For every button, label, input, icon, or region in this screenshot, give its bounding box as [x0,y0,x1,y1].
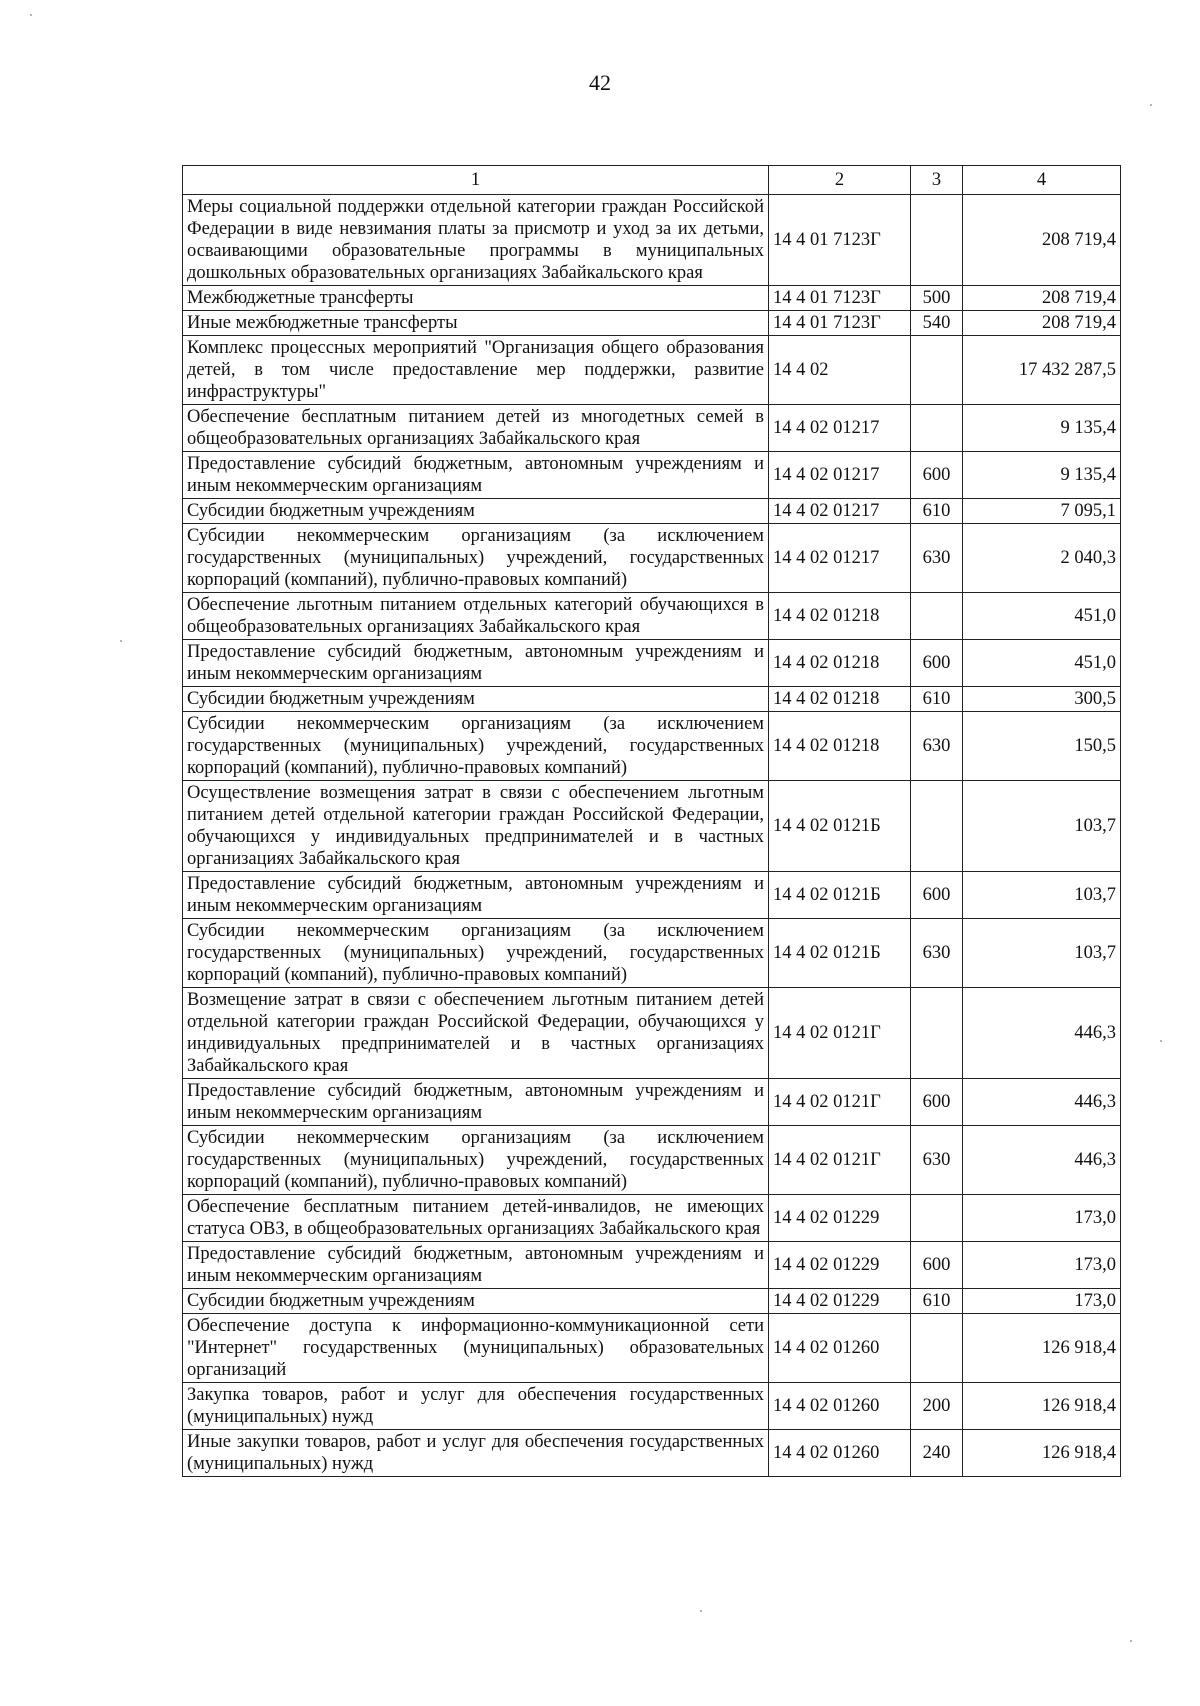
cell-name: Обеспечение льготным питанием отдельных категорий обучающихся в общеобразовательных организациях Забайкальского края [183,593,769,640]
cell-name: Обеспечение доступа к информационно-коммуникационной сети "Интернет" государственных (муниципальных) образовательных организаций [183,1314,769,1383]
cell-amount: 7 095,1 [963,499,1121,524]
table-row [183,499,1121,524]
cell-code: 14 4 02 01218 [769,593,911,640]
cell-expense-type [911,1314,963,1383]
table-row [183,1430,1121,1477]
table-row [183,687,1121,712]
cell-expense-type: 610 [911,1289,963,1314]
cell-amount: 446,3 [963,1079,1121,1126]
cell-expense-type: 600 [911,640,963,687]
cell-name: Комплекс процессных мероприятий "Организация общего образования детей, в том числе предоставление мер поддержки, развитие инфраструктуры" [183,336,769,405]
cell-expense-type: 600 [911,872,963,919]
cell-expense-type: 240 [911,1430,963,1477]
table-row [183,452,1121,499]
table-row [183,1289,1121,1314]
cell-expense-type [911,593,963,640]
cell-code: 14 4 02 01217 [769,499,911,524]
cell-name: Предоставление субсидий бюджетным, автономным учреждениям и иным некоммерческим организациям [183,872,769,919]
table-row [183,919,1121,988]
scan-speck [1160,1040,1162,1042]
table-row [183,1195,1121,1242]
cell-code: 14 4 02 01229 [769,1242,911,1289]
cell-amount: 126 918,4 [963,1383,1121,1430]
cell-name: Иные закупки товаров, работ и услуг для обеспечения государственных (муниципальных) нужд [183,1430,769,1477]
cell-expense-type [911,988,963,1079]
cell-amount: 103,7 [963,781,1121,872]
cell-name: Субсидии бюджетным учреждениям [183,687,769,712]
scan-speck [700,1610,702,1612]
table-row [183,1126,1121,1195]
cell-name: Субсидии некоммерческим организациям (за исключением государственных (муниципальных) учреждений, государственных корпораций (компаний), публично-правовых компаний) [183,524,769,593]
cell-code: 14 4 02 [769,336,911,405]
cell-amount: 103,7 [963,872,1121,919]
cell-expense-type [911,336,963,405]
scan-speck [1150,104,1152,106]
scan-speck [30,14,32,16]
cell-expense-type: 600 [911,452,963,499]
cell-code: 14 4 02 01218 [769,712,911,781]
cell-name: Возмещение затрат в связи с обеспечением льготным питанием детей отдельной категории граждан Российской Федерации, обучающихся у индивидуальных предпринимателей и в частных организациях Забайкальского края [183,988,769,1079]
table-row [183,712,1121,781]
table-row [183,311,1121,336]
cell-amount: 300,5 [963,687,1121,712]
cell-expense-type: 600 [911,1242,963,1289]
table-row [183,1314,1121,1383]
cell-name: Предоставление субсидий бюджетным, автономным учреждениям и иным некоммерческим организациям [183,640,769,687]
cell-amount: 451,0 [963,593,1121,640]
cell-code: 14 4 02 01260 [769,1314,911,1383]
cell-expense-type: 540 [911,311,963,336]
cell-name: Осуществление возмещения затрат в связи с обеспечением льготным питанием детей отдельной категории граждан Российской Федерации, обучающихся у индивидуальных предпринимателей и в частных организациях Забайкальского края [183,781,769,872]
cell-amount: 126 918,4 [963,1314,1121,1383]
header-col-2: 2 [769,166,911,195]
cell-amount: 208 719,4 [963,195,1121,286]
header-col-1: 1 [183,166,769,195]
cell-expense-type: 600 [911,1079,963,1126]
table-row [183,524,1121,593]
table-row [183,286,1121,311]
table-row [183,1383,1121,1430]
cell-expense-type: 630 [911,524,963,593]
cell-expense-type: 630 [911,1126,963,1195]
cell-name: Обеспечение бесплатным питанием детей из многодетных семей в общеобразовательных организациях Забайкальского края [183,405,769,452]
cell-expense-type: 630 [911,712,963,781]
cell-expense-type: 200 [911,1383,963,1430]
cell-code: 14 4 01 7123Г [769,286,911,311]
cell-name: Субсидии бюджетным учреждениям [183,499,769,524]
cell-code: 14 4 02 0121Б [769,781,911,872]
cell-name: Предоставление субсидий бюджетным, автономным учреждениям и иным некоммерческим организациям [183,452,769,499]
scan-speck [120,640,122,642]
cell-code: 14 4 02 0121Г [769,988,911,1079]
scan-speck [1130,1640,1132,1642]
cell-code: 14 4 02 0121Б [769,919,911,988]
page-number: 42 [589,70,611,95]
cell-name: Предоставление субсидий бюджетным, автономным учреждениям и иным некоммерческим организациям [183,1242,769,1289]
table-row [183,872,1121,919]
cell-code: 14 4 02 01218 [769,640,911,687]
cell-amount: 173,0 [963,1289,1121,1314]
cell-amount: 2 040,3 [963,524,1121,593]
cell-amount: 451,0 [963,640,1121,687]
table-body [183,195,1121,1477]
cell-amount: 17 432 287,5 [963,336,1121,405]
cell-name: Предоставление субсидий бюджетным, автономным учреждениям и иным некоммерческим организациям [183,1079,769,1126]
cell-code: 14 4 02 01260 [769,1383,911,1430]
cell-expense-type [911,1195,963,1242]
table-row [183,640,1121,687]
cell-code: 14 4 02 01218 [769,687,911,712]
cell-expense-type: 630 [911,919,963,988]
cell-code: 14 4 02 01217 [769,405,911,452]
cell-code: 14 4 02 01260 [769,1430,911,1477]
table-row [183,1242,1121,1289]
cell-name: Межбюджетные трансферты [183,286,769,311]
cell-name: Меры социальной поддержки отдельной категории граждан Российской Федерации в виде невзимания платы за присмотр и уход за их детьми, осваивающими образовательные программы в муниципальных дошкольных образовательных организациях Забайкальского края [183,195,769,286]
table-header-row [183,166,1121,195]
table-row [183,593,1121,640]
table-row [183,405,1121,452]
cell-code: 14 4 02 0121Б [769,872,911,919]
header-col-3: 3 [911,166,963,195]
cell-expense-type [911,405,963,452]
budget-table [182,165,1121,1477]
cell-amount: 126 918,4 [963,1430,1121,1477]
cell-name: Закупка товаров, работ и услуг для обеспечения государственных (муниципальных) нужд [183,1383,769,1430]
cell-code: 14 4 02 0121Г [769,1079,911,1126]
cell-code: 14 4 02 01217 [769,452,911,499]
cell-amount: 446,3 [963,1126,1121,1195]
cell-code: 14 4 02 01217 [769,524,911,593]
table-row [183,781,1121,872]
table-row [183,195,1121,286]
table-row [183,988,1121,1079]
cell-amount: 150,5 [963,712,1121,781]
cell-name: Субсидии некоммерческим организациям (за исключением государственных (муниципальных) учреждений, государственных корпораций (компаний), публично-правовых компаний) [183,712,769,781]
cell-name: Субсидии бюджетным учреждениям [183,1289,769,1314]
cell-expense-type: 610 [911,687,963,712]
cell-name: Обеспечение бесплатным питанием детей-инвалидов, не имеющих статуса ОВЗ, в общеобразовательных организациях Забайкальского края [183,1195,769,1242]
cell-amount: 9 135,4 [963,452,1121,499]
cell-amount: 103,7 [963,919,1121,988]
cell-code: 14 4 01 7123Г [769,311,911,336]
cell-amount: 446,3 [963,988,1121,1079]
cell-code: 14 4 01 7123Г [769,195,911,286]
cell-expense-type [911,195,963,286]
cell-name: Иные межбюджетные трансферты [183,311,769,336]
cell-code: 14 4 02 01229 [769,1289,911,1314]
header-col-4: 4 [963,166,1121,195]
cell-amount: 208 719,4 [963,286,1121,311]
cell-amount: 9 135,4 [963,405,1121,452]
cell-name: Субсидии некоммерческим организациям (за исключением государственных (муниципальных) учреждений, государственных корпораций (компаний), публично-правовых компаний) [183,1126,769,1195]
cell-amount: 208 719,4 [963,311,1121,336]
cell-amount: 173,0 [963,1195,1121,1242]
cell-expense-type: 610 [911,499,963,524]
cell-name: Субсидии некоммерческим организациям (за исключением государственных (муниципальных) учреждений, государственных корпораций (компаний), публично-правовых компаний) [183,919,769,988]
table-row [183,336,1121,405]
cell-expense-type: 500 [911,286,963,311]
cell-code: 14 4 02 01229 [769,1195,911,1242]
cell-code: 14 4 02 0121Г [769,1126,911,1195]
table-row [183,1079,1121,1126]
cell-expense-type [911,781,963,872]
cell-amount: 173,0 [963,1242,1121,1289]
